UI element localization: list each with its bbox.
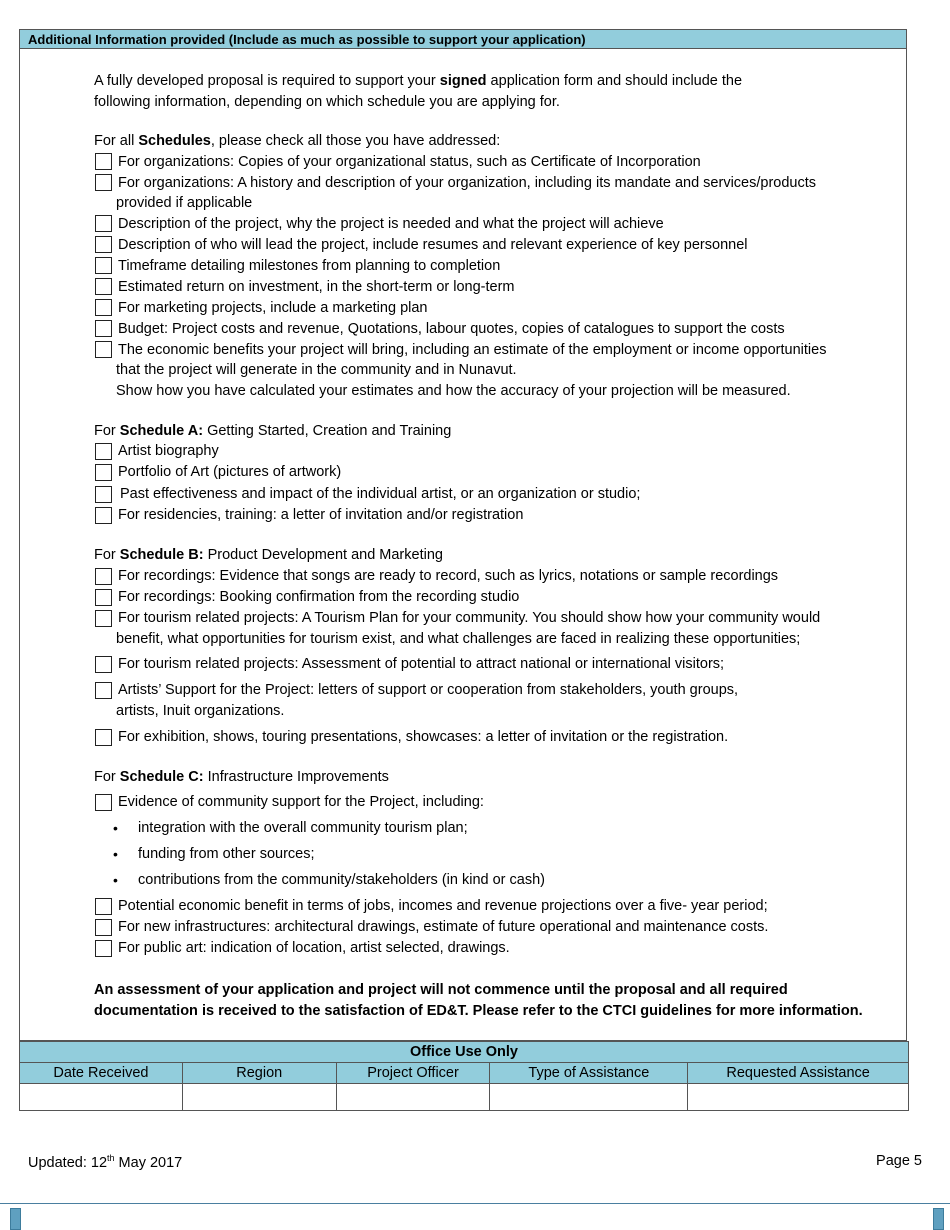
- checklist-item: Artists’ Support for the Project: letters of support or cooperation from stakeholders, youth groups,: [118, 682, 739, 698]
- checklist-item: For residencies, training: a letter of invitation and/or registration: [118, 507, 524, 523]
- footer-divider: [0, 1203, 950, 1204]
- office-use-title: Office Use Only: [20, 1042, 909, 1063]
- checkbox-org-history[interactable]: [95, 174, 112, 191]
- checklist-item: For organizations: A history and description of your organization, including its mandate and services/products: [118, 175, 816, 191]
- checklist-item: Past effectiveness and impact of the individual artist, or an organization or studio;: [120, 486, 641, 502]
- checklist-item: The economic benefits your project will bring, including an estimate of the employment or income opportunities: [118, 342, 827, 358]
- checkbox-artist-bio[interactable]: [95, 443, 112, 460]
- bullet-item: funding from other sources;: [138, 846, 315, 862]
- checklist-item-cont: Show how you have calculated your estimates and how the accuracy of your projection will be measured.: [116, 383, 791, 399]
- bullet-item: contributions from the community/stakeholders (in kind or cash): [138, 872, 545, 888]
- schedule-c-heading: For Schedule C: Infrastructure Improvements: [94, 769, 389, 785]
- checkbox-tourism-plan[interactable]: [95, 610, 112, 627]
- checkbox-economic-benefits[interactable]: [95, 341, 112, 358]
- page-number: Page 5: [876, 1153, 922, 1169]
- checklist-item: Description of the project, why the project is needed and what the project will achieve: [118, 216, 664, 232]
- checklist-item: Portfolio of Art (pictures of artwork): [118, 464, 342, 480]
- checklist-item: Estimated return on investment, in the short-term or long-term: [118, 279, 515, 295]
- left-margin-marker: [10, 1208, 21, 1230]
- checkbox-artists-support[interactable]: [95, 682, 112, 699]
- checkbox-portfolio[interactable]: [95, 464, 112, 481]
- checklist-item: For organizations: Copies of your organizational status, such as Certificate of Incorporation: [118, 154, 701, 170]
- checklist-item: For recordings: Evidence that songs are ready to record, such as lyrics, notations or sample recordings: [118, 568, 779, 584]
- region-cell[interactable]: [182, 1084, 336, 1111]
- checkbox-exhibition[interactable]: [95, 729, 112, 746]
- checklist-item-cont: provided if applicable: [116, 195, 253, 211]
- notice-line-2: documentation is received to the satisfaction of ED&T. Please refer to the CTCI guidelines for more information.: [94, 1003, 863, 1019]
- checklist-item-cont: benefit, what opportunities for tourism exist, and what challenges are faced in realizing these opportunities;: [116, 631, 801, 647]
- checkbox-project-lead[interactable]: [95, 236, 112, 253]
- notice-line-1: An assessment of your application and project will not commence until the proposal and all required: [94, 982, 788, 998]
- checklist-item: Description of who will lead the project, include resumes and relevant experience of key personnel: [118, 237, 748, 253]
- checklist-item: Artist biography: [118, 443, 219, 459]
- section-header: Additional Information provided (Include as much as possible to support your application): [20, 30, 906, 49]
- intro-line-1: A fully developed proposal is required to support your signed application form and should include the: [94, 73, 743, 89]
- project-officer-cell[interactable]: [336, 1084, 490, 1111]
- schedule-a-heading: For Schedule A: Getting Started, Creation and Training: [94, 423, 452, 439]
- office-use-table: [19, 1041, 909, 1111]
- checklist-item-cont: that the project will generate in the community and in Nunavut.: [116, 362, 517, 378]
- checklist-item: Evidence of community support for the Project, including:: [118, 794, 484, 810]
- bullet-icon: •: [113, 872, 118, 888]
- checkbox-recordings-booking[interactable]: [95, 589, 112, 606]
- requested-assistance-cell[interactable]: [688, 1084, 909, 1111]
- checkbox-new-infrastructures[interactable]: [95, 919, 112, 936]
- date-received-cell[interactable]: [20, 1084, 183, 1111]
- schedule-b-heading: For Schedule B: Product Development and Marketing: [94, 547, 443, 563]
- type-of-assistance-cell[interactable]: [490, 1084, 688, 1111]
- col-project-officer: Project Officer: [336, 1063, 490, 1084]
- all-schedules-heading: For all Schedules, please check all those you have addressed:: [94, 133, 501, 149]
- col-requested-assistance: Requested Assistance: [688, 1063, 909, 1084]
- col-date-received: Date Received: [20, 1063, 183, 1084]
- checklist-item: For recordings: Booking confirmation from the recording studio: [118, 589, 520, 605]
- checkbox-project-description[interactable]: [95, 215, 112, 232]
- col-type-of-assistance: Type of Assistance: [490, 1063, 688, 1084]
- checkbox-tourism-visitors[interactable]: [95, 656, 112, 673]
- checkbox-residencies[interactable]: [95, 507, 112, 524]
- checkbox-timeframe[interactable]: [95, 257, 112, 274]
- checklist-item-cont: artists, Inuit organizations.: [116, 703, 285, 719]
- bullet-icon: •: [113, 820, 118, 836]
- checklist-item: For tourism related projects: Assessment of potential to attract national or international visitors;: [118, 656, 725, 672]
- bullet-icon: •: [113, 846, 118, 862]
- checklist-item: Potential economic benefit in terms of jobs, incomes and revenue projections over a five- year period;: [118, 898, 768, 914]
- checkbox-recordings-evidence[interactable]: [95, 568, 112, 585]
- checkbox-org-status[interactable]: [95, 153, 112, 170]
- bullet-item: integration with the overall community tourism plan;: [138, 820, 468, 836]
- checkbox-past-effectiveness[interactable]: [95, 486, 112, 503]
- checklist-item: Budget: Project costs and revenue, Quotations, labour quotes, copies of catalogues to support the costs: [118, 321, 785, 337]
- checklist-item: For tourism related projects: A Tourism Plan for your community. You should show how your community would: [118, 610, 821, 626]
- checkbox-economic-benefit[interactable]: [95, 898, 112, 915]
- checklist-item: For new infrastructures: architectural drawings, estimate of future operational and maintenance costs.: [118, 919, 769, 935]
- right-margin-marker: [933, 1208, 944, 1230]
- checklist-item: For exhibition, shows, touring presentations, showcases: a letter of invitation or the registration.: [118, 729, 729, 745]
- checkbox-community-support[interactable]: [95, 794, 112, 811]
- checklist-item: For public art: indication of location, artist selected, drawings.: [118, 940, 510, 956]
- checklist-item: For marketing projects, include a marketing plan: [118, 300, 428, 316]
- updated-date: Updated: 12th May 2017: [28, 1153, 183, 1171]
- col-region: Region: [182, 1063, 336, 1084]
- checkbox-public-art[interactable]: [95, 940, 112, 957]
- checkbox-budget[interactable]: [95, 320, 112, 337]
- checkbox-marketing-plan[interactable]: [95, 299, 112, 316]
- checklist-item: Timeframe detailing milestones from planning to completion: [118, 258, 501, 274]
- intro-line-2: following information, depending on which schedule you are applying for.: [94, 94, 560, 110]
- checkbox-roi[interactable]: [95, 278, 112, 295]
